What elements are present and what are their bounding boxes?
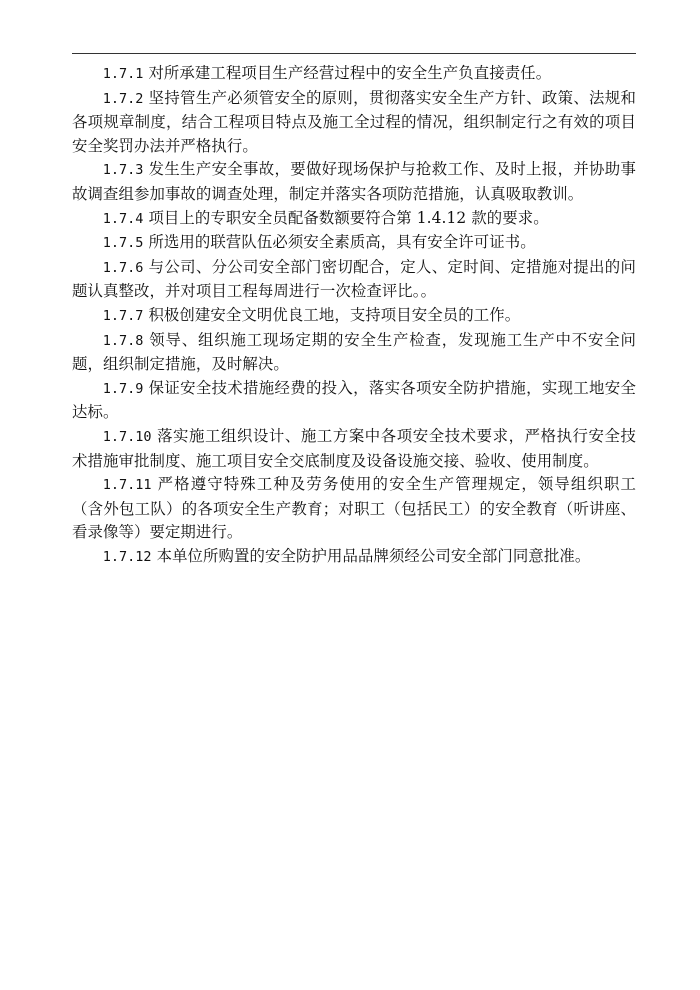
clause-text: 落实施工组织设计、施工方案中各项安全技术要求，严格执行安全技术措施审批制度、施工项目安全交底制度及设备设施交接、验收、使用制度。 [72,426,636,470]
clause-1-7-8 [72,329,636,377]
clause-text: 项目上的专职安全员配备数额要符合第 1.4.12 款的要求。 [148,208,549,227]
clause-1-7-5 [72,231,636,256]
clause-number: 1.7.8 [102,332,144,349]
clause-number: 1.7.4 [102,210,144,227]
clause-number: 1.7.12 [102,548,152,565]
clause-text: 保证安全技术措施经费的投入，落实各项安全防护措施，实现工地安全达标。 [72,378,636,422]
clause-1-7-6 [72,256,636,304]
clause-1-7-10 [72,425,636,473]
clause-number: 1.7.2 [102,90,144,107]
clause-number: 1.7.6 [102,259,144,276]
clause-text: 对所承建工程项目生产经营过程中的安全生产负直接责任。 [148,64,552,82]
clause-1-7-7 [72,304,636,329]
clause-1-7-3 [72,158,636,206]
clause-number: 1.7.5 [102,235,144,252]
clause-text: 发生生产安全事故，要做好现场保护与抢救工作、及时上报，并协助事故调查组参加事故的调查处理，制定并落实各项防范措施，认真吸取教训。 [72,160,636,203]
clause-number: 1.7.9 [102,380,144,397]
clause-1-7-1 [72,62,636,87]
clause-number: 1.7.10 [102,428,152,445]
clause-text: 严格遵守特殊工种及劳务使用的安全生产管理规定，领导组织职工（含外包工队）的各项安全生产教育；对职工（包括民工）的安全教育（听讲座、看录像等）要定期进行。 [72,475,636,542]
clause-1-7-4 [72,207,636,232]
clause-number: 1.7.7 [102,307,144,324]
clause-number: 1.7.11 [102,477,152,494]
clause-1-7-11 [72,473,636,545]
clause-text: 与公司、分公司安全部门密切配合，定人、定时间、定措施对提出的问题认真整改，并对项目工程每周进行一次检查评比。。 [72,257,636,301]
clause-text: 坚持管生产必须管安全的原则，贯彻落实安全生产方针、政策、法规和各项规章制度，结合工程项目特点及施工全过程的情况，组织制定行之有效的项目安全奖罚办法并严格执行。 [72,88,636,155]
clause-number: 1.7.1 [102,66,144,82]
clause-text: 本单位所购置的安全防护用品品牌须经公司安全部门同意批准。 [156,546,591,565]
clause-1-7-12 [72,545,636,570]
document-body [72,62,636,569]
clause-1-7-2 [72,87,636,159]
clause-text: 领导、组织施工现场定期的安全生产检查，发现施工生产中不安全问题，组织制定措施，及时解决。 [72,330,636,374]
clause-text: 所选用的联营队伍必须安全素质高，具有安全许可证书。 [148,233,536,252]
clause-1-7-9 [72,377,636,425]
clause-number: 1.7.3 [102,162,144,179]
clause-text: 积极创建安全文明优良工地，支持项目安全员的工作。 [148,305,521,324]
header-rule [72,53,636,54]
